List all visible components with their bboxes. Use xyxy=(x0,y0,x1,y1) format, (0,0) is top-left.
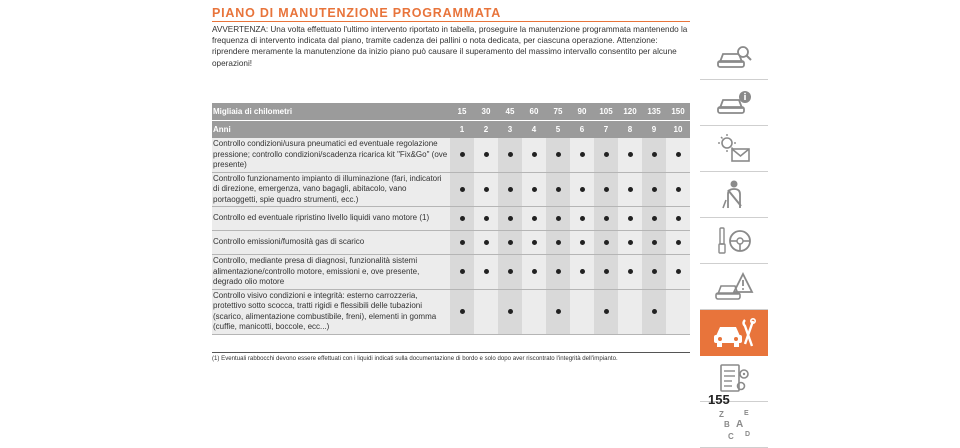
operation-cell: Controllo condizioni/usura pneumatici ed eventuale regolazione pressione; controllo condizioni/scadenza ricarica kit "Fix&Go" (ove presente) xyxy=(212,138,450,172)
interval-cell xyxy=(474,289,498,334)
scheduled-dot-icon xyxy=(604,240,609,245)
interval-cell xyxy=(594,231,618,255)
interval-cell xyxy=(594,138,618,172)
scheduled-dot-icon xyxy=(556,152,561,157)
car-maintenance-icon xyxy=(712,316,756,350)
scheduled-dot-icon xyxy=(556,269,561,274)
car-info-icon xyxy=(714,88,754,118)
index-letter: C xyxy=(728,431,734,441)
scheduled-dot-icon xyxy=(628,152,633,157)
scheduled-dot-icon xyxy=(628,269,633,274)
interval-cell xyxy=(642,207,666,231)
scheduled-dot-icon xyxy=(460,152,465,157)
index-letter: B xyxy=(724,419,730,429)
km-header-cell: 135 xyxy=(642,103,666,121)
page-title: PIANO DI MANUTENZIONE PROGRAMMATA xyxy=(212,6,502,20)
interval-cell xyxy=(570,255,594,290)
footnote: (1) Eventuali rabbocchi devono essere effettuati con i liquidi indicati sulla documentazione di bordo e solo dopo aver riscontrato l'integrità dell'impianto. xyxy=(212,355,618,362)
scheduled-dot-icon xyxy=(676,269,681,274)
interval-cell xyxy=(546,172,570,207)
scheduled-dot-icon xyxy=(460,269,465,274)
interval-cell xyxy=(498,207,522,231)
sidebar-item-service-and-maintenance[interactable] xyxy=(700,310,768,356)
scheduled-dot-icon xyxy=(676,187,681,192)
km-header-cell: 45 xyxy=(498,103,522,121)
scheduled-dot-icon xyxy=(556,216,561,221)
technical-data-icon xyxy=(714,362,754,396)
scheduled-dot-icon xyxy=(580,269,585,274)
sidebar-item-in-an-emergency[interactable] xyxy=(700,264,768,310)
interval-cell xyxy=(450,138,474,172)
footnote-divider xyxy=(212,352,690,353)
maintenance-table xyxy=(212,103,690,335)
steering-wheel-icon xyxy=(714,224,754,258)
scheduled-dot-icon xyxy=(580,152,585,157)
interval-cell xyxy=(666,138,690,172)
sidebar-item-safety[interactable] xyxy=(700,172,768,218)
car-search-icon xyxy=(714,42,754,72)
scheduled-dot-icon xyxy=(532,240,537,245)
years-header-cell: 3 xyxy=(498,121,522,139)
interval-cell xyxy=(594,289,618,334)
table-row xyxy=(212,138,690,172)
interval-cell xyxy=(594,172,618,207)
sidebar-item-knowing-the-car[interactable] xyxy=(700,34,768,80)
interval-cell xyxy=(570,289,594,334)
scheduled-dot-icon xyxy=(532,187,537,192)
years-header-cell: 9 xyxy=(642,121,666,139)
interval-cell xyxy=(522,289,546,334)
km-header-label: Migliaia di chilometri xyxy=(212,103,450,121)
years-header-row xyxy=(212,121,690,139)
years-header-cell: 6 xyxy=(570,121,594,139)
interval-cell xyxy=(618,255,642,290)
interval-cell xyxy=(522,207,546,231)
title-underline xyxy=(212,21,690,22)
operation-cell: Controllo emissioni/fumosità gas di scarico xyxy=(212,231,450,255)
scheduled-dot-icon xyxy=(484,187,489,192)
interval-cell xyxy=(594,207,618,231)
km-header-cell: 90 xyxy=(570,103,594,121)
interval-cell xyxy=(450,289,474,334)
years-header-cell: 8 xyxy=(618,121,642,139)
index-letter: A xyxy=(736,418,744,430)
years-header-cell: 4 xyxy=(522,121,546,139)
years-header-cell: 5 xyxy=(546,121,570,139)
interval-cell xyxy=(642,231,666,255)
table-row xyxy=(212,172,690,207)
scheduled-dot-icon xyxy=(628,216,633,221)
interval-cell xyxy=(450,207,474,231)
scheduled-dot-icon xyxy=(604,152,609,157)
interval-cell xyxy=(666,255,690,290)
interval-cell xyxy=(546,289,570,334)
scheduled-dot-icon xyxy=(580,216,585,221)
interval-cell xyxy=(498,231,522,255)
scheduled-dot-icon xyxy=(556,240,561,245)
interval-cell xyxy=(618,231,642,255)
scheduled-dot-icon xyxy=(508,187,513,192)
operation-cell: Controllo funzionamento impianto di illuminazione (fari, indicatori di direzione, emergenza, vano bagagli, abitacolo, vano portaoggetti, spie quadro strumenti, ecc.) xyxy=(212,172,450,207)
scheduled-dot-icon xyxy=(484,216,489,221)
interval-cell xyxy=(570,207,594,231)
scheduled-dot-icon xyxy=(460,309,465,314)
scheduled-dot-icon xyxy=(508,269,513,274)
table-row xyxy=(212,289,690,334)
interval-cell xyxy=(498,172,522,207)
interval-cell xyxy=(450,255,474,290)
interval-cell xyxy=(522,172,546,207)
interval-cell xyxy=(618,172,642,207)
scheduled-dot-icon xyxy=(532,152,537,157)
seatbelt-icon xyxy=(714,178,754,212)
scheduled-dot-icon xyxy=(652,216,657,221)
operation-cell: Controllo, mediante presa di diagnosi, funzionalità sistemi alimentazione/controllo motore, emissioni e, ove presente, degrado olio motore xyxy=(212,255,450,290)
table-row xyxy=(212,231,690,255)
interval-cell xyxy=(546,255,570,290)
km-header-cell: 150 xyxy=(666,103,690,121)
scheduled-dot-icon xyxy=(484,240,489,245)
interval-cell xyxy=(666,207,690,231)
interval-cell xyxy=(522,138,546,172)
scheduled-dot-icon xyxy=(580,187,585,192)
scheduled-dot-icon xyxy=(484,269,489,274)
scheduled-dot-icon xyxy=(484,152,489,157)
interval-cell xyxy=(522,231,546,255)
index-letter: E xyxy=(744,409,749,417)
index-letter: D xyxy=(745,430,751,438)
scheduled-dot-icon xyxy=(580,240,585,245)
interval-cell xyxy=(450,172,474,207)
years-header-cell: 1 xyxy=(450,121,474,139)
interval-cell xyxy=(642,255,666,290)
km-header-cell: 105 xyxy=(594,103,618,121)
years-header-cell: 10 xyxy=(666,121,690,139)
scheduled-dot-icon xyxy=(508,216,513,221)
scheduled-dot-icon xyxy=(652,152,657,157)
sidebar-item-getting-to-know-instruments[interactable] xyxy=(700,80,768,126)
km-header-cell: 15 xyxy=(450,103,474,121)
interval-cell xyxy=(570,138,594,172)
interval-cell xyxy=(474,255,498,290)
chapter-sidebar xyxy=(700,34,768,448)
operation-cell: Controllo visivo condizioni e integrità: esterno carrozzeria, protettivo sotto scocca, tratti rigidi e flessibili delle tubazioni (scarico, alimentazione combustibile, freni), elementi in gomma (cuffie, manicotti, boccole, ecc...) xyxy=(212,289,450,334)
scheduled-dot-icon xyxy=(628,187,633,192)
interval-cell xyxy=(666,172,690,207)
interval-cell xyxy=(570,172,594,207)
scheduled-dot-icon xyxy=(460,216,465,221)
scheduled-dot-icon xyxy=(604,309,609,314)
years-header-cell: 2 xyxy=(474,121,498,139)
scheduled-dot-icon xyxy=(508,152,513,157)
interval-cell xyxy=(474,231,498,255)
index-letter: Z xyxy=(719,409,724,419)
scheduled-dot-icon xyxy=(604,187,609,192)
interval-cell xyxy=(642,289,666,334)
alphabetical-index-icon xyxy=(714,407,754,443)
interval-cell xyxy=(498,255,522,290)
car-warning-triangle-icon xyxy=(714,270,754,304)
table-row xyxy=(212,255,690,290)
maintenance-warning: AVVERTENZA: Una volta effettuato l'ultimo intervento riportato in tabella, proseguire la manutenzione programmata mantenendo la frequenza di intervento indicata dal piano, tramite cadenza dei pallini o nota dedicata, per ciascuna operazione. Attenzione: riprendere meramente la manutenzione da inizio piano può causare il superamento del massimo intervallo consentito per alcune operazioni! xyxy=(212,25,688,68)
km-header-cell: 120 xyxy=(618,103,642,121)
interval-cell xyxy=(450,231,474,255)
table-row xyxy=(212,207,690,231)
interval-cell xyxy=(474,207,498,231)
km-header-row xyxy=(212,103,690,121)
interval-cell xyxy=(546,138,570,172)
scheduled-dot-icon xyxy=(604,269,609,274)
scheduled-dot-icon xyxy=(460,187,465,192)
km-header-cell: 75 xyxy=(546,103,570,121)
scheduled-dot-icon xyxy=(652,309,657,314)
interval-cell xyxy=(666,231,690,255)
maintenance-table-body xyxy=(212,138,690,334)
scheduled-dot-icon xyxy=(532,216,537,221)
interval-cell xyxy=(522,255,546,290)
page-number: 155 xyxy=(708,392,730,407)
km-header-cell: 30 xyxy=(474,103,498,121)
scheduled-dot-icon xyxy=(628,240,633,245)
interval-cell xyxy=(546,207,570,231)
scheduled-dot-icon xyxy=(652,187,657,192)
sidebar-item-alphabetical-index[interactable] xyxy=(700,402,768,448)
years-header-label: Anni xyxy=(212,121,450,139)
scheduled-dot-icon xyxy=(556,187,561,192)
km-header-cell: 60 xyxy=(522,103,546,121)
interval-cell xyxy=(498,289,522,334)
scheduled-dot-icon xyxy=(604,216,609,221)
interval-cell xyxy=(618,138,642,172)
sidebar-item-starting-and-driving[interactable] xyxy=(700,218,768,264)
scheduled-dot-icon xyxy=(652,240,657,245)
scheduled-dot-icon xyxy=(508,309,513,314)
scheduled-dot-icon xyxy=(652,269,657,274)
interval-cell xyxy=(546,231,570,255)
scheduled-dot-icon xyxy=(532,269,537,274)
scheduled-dot-icon xyxy=(460,240,465,245)
interval-cell xyxy=(474,138,498,172)
scheduled-dot-icon xyxy=(676,216,681,221)
sidebar-item-instrument-panel[interactable] xyxy=(700,126,768,172)
interval-cell xyxy=(474,172,498,207)
years-header-cell: 7 xyxy=(594,121,618,139)
interval-cell xyxy=(666,289,690,334)
interval-cell xyxy=(498,138,522,172)
scheduled-dot-icon xyxy=(556,309,561,314)
interval-cell xyxy=(618,207,642,231)
scheduled-dot-icon xyxy=(676,240,681,245)
interval-cell xyxy=(618,289,642,334)
operation-cell: Controllo ed eventuale ripristino livello liquidi vano motore (1) xyxy=(212,207,450,231)
dashboard-warning-icon xyxy=(714,132,754,166)
interval-cell xyxy=(642,172,666,207)
scheduled-dot-icon xyxy=(508,240,513,245)
interval-cell xyxy=(642,138,666,172)
interval-cell xyxy=(570,231,594,255)
scheduled-dot-icon xyxy=(676,152,681,157)
interval-cell xyxy=(594,255,618,290)
